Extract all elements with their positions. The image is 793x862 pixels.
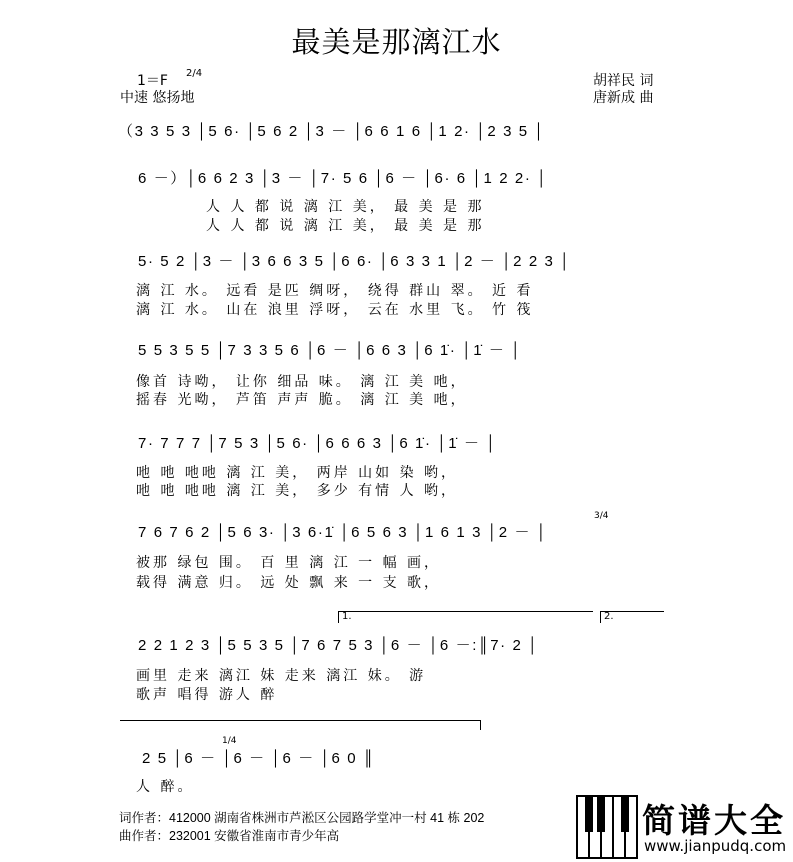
time-change-3-4: 3/4 (594, 511, 609, 521)
lyric-row-3-verse-2: 漓 江 水。 山在 浪里 浮呀， 云在 水里 飞。 竹 筏 (136, 302, 534, 318)
lyric-row-4-verse-1: 像首 诗呦， 让你 细品 味。 漓 江 美 吔， (136, 374, 468, 390)
lyric-row-6-verse-1: 被那 绿包 围。 百 里 漓 江 一 幅 画， (136, 555, 442, 571)
lyric-row-5-verse-1: 吔 吔 吔吔 漓 江 美， 两岸 山如 染 哟， (136, 465, 459, 481)
watermark-title: 简谱大全 (642, 801, 786, 840)
key-signature: 1＝F (137, 73, 168, 89)
volta-bracket-2-left (600, 611, 601, 623)
notation-row-7: 2 2 1 2 3 │5 5 3 5 │7 6 7 5 3 │6 － │6 －:║7· 2 │ (138, 637, 540, 654)
notation-row-4: 5 5 3 5 5 │7 3 3 5 6 │6 － │6 6 3 │6 1̇· │1̇ － │ (138, 342, 523, 359)
lyricist-credit: 胡祥民 词 (593, 73, 654, 89)
notation-row-2: 6 －）│6 6 2 3 │3 － │7· 5 6 │6 － │6· 6 │1 2 2· │ (138, 170, 549, 187)
footer-lyricist-address: 词作者：412000 湖南省株洲市芦淞区公园路学堂冲一村 41 栋 202 (119, 811, 485, 825)
volta-bracket-1-left (338, 611, 339, 623)
lyric-row-8: 人 醉。 (136, 779, 195, 795)
lyric-row-2-verse-2: 人 人 都 说 漓 江 美， 最 美 是 那 (206, 218, 485, 234)
lyric-row-7-verse-2: 歌声 唱得 游人 醉 (136, 687, 278, 703)
lyric-row-3-verse-1: 漓 江 水。 远看 是匹 绸呀， 绕得 群山 翠。 近 看 (136, 283, 534, 299)
volta-label-2: 2. (604, 611, 614, 622)
composer-credit: 唐新成 曲 (593, 90, 654, 106)
volta-label-1: 1. (342, 611, 352, 622)
tempo-marking: 中速 悠扬地 (120, 90, 195, 106)
notation-row-6: 7 6 7 6 2 │5 6 3· │3 6·1̇ │6 5 6 3 │1 6 1 3 │2 － │ (138, 524, 548, 541)
time-signature: 2/4 (186, 68, 203, 79)
watermark-url: www.jianpudq.com (644, 837, 787, 855)
volta-bracket-1 (338, 611, 593, 612)
song-title: 最美是那漓江水 (291, 25, 502, 59)
lyric-row-7-verse-1: 画里 走来 漓江 妹 走来 漓江 妹。 游 (136, 668, 427, 684)
footer-composer-address: 曲作者：232001 安徽省淮南市青少年高 (119, 829, 340, 843)
notation-row-1: （3 3 5 3 │5 6· │5 6 2 │3 － │6 6 1 6 │1 2· │2 3 5 │ (118, 123, 546, 140)
lyric-row-5-verse-2: 吔 吔 吔吔 漓 江 美， 多少 有情 人 哟， (136, 483, 459, 499)
notation-row-8: 2 5 │6 － │6 － │6 － │6 0 ║ (142, 750, 376, 767)
site-watermark (576, 793, 793, 862)
piano-keys-icon (576, 795, 638, 859)
lyric-row-4-verse-2: 摇春 光呦， 芦笛 声声 脆。 漓 江 美 吔， (136, 392, 468, 408)
time-change-1-4: 1/4 (222, 736, 237, 746)
notation-row-5: 7· 7 7 7 │7 5 3 │5 6· │6 6 6 3 │6 1̇· │1̇ － │ (138, 435, 498, 452)
notation-row-3: 5· 5 2 │3 － │3 6 6 3 5 │6 6· │6 3 3 1 │2 － │2 2 3 │ (138, 253, 572, 270)
continuation-line (120, 720, 480, 721)
lyric-row-2-verse-1: 人 人 都 说 漓 江 美， 最 美 是 那 (206, 199, 485, 215)
lyric-row-6-verse-2: 载得 满意 归。 远 处 飘 来 一 支 歌， (136, 575, 442, 591)
continuation-line-end (480, 720, 481, 730)
